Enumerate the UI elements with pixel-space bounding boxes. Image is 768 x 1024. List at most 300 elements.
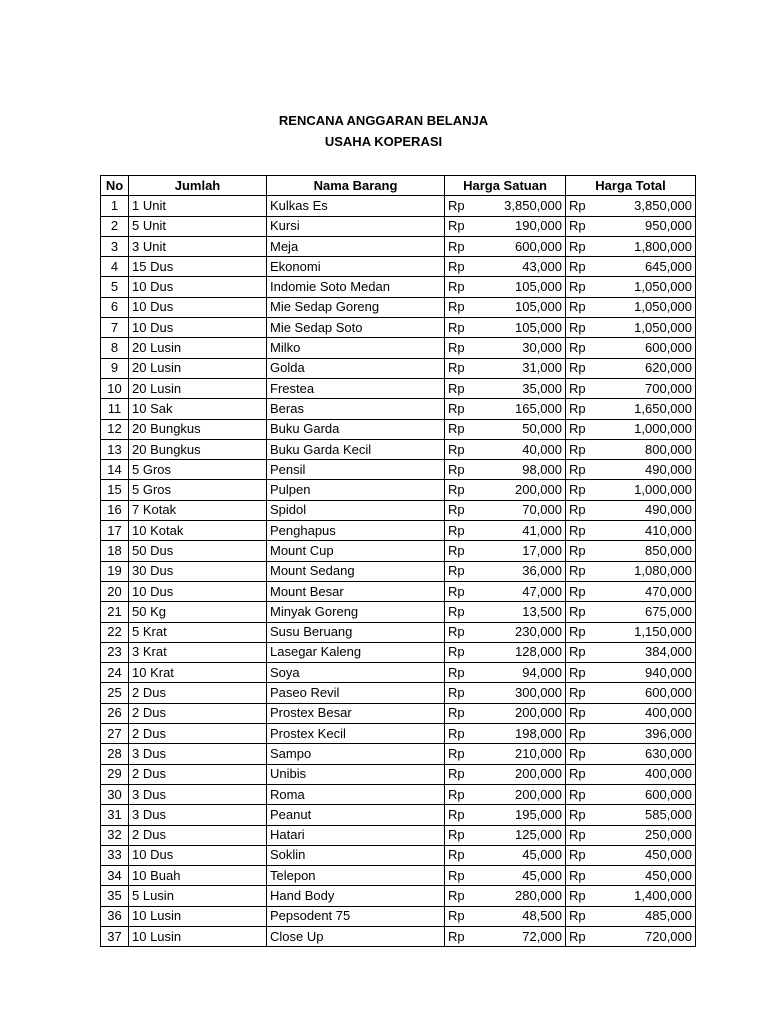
row-unit-price — [445, 541, 566, 561]
currency-label: Rp — [569, 928, 586, 944]
row-number: 22 — [101, 622, 129, 642]
amount-value: 47,000 — [522, 583, 562, 599]
row-quantity: 3 Dus — [129, 784, 267, 804]
amount-value: 850,000 — [645, 542, 692, 558]
row-unit-price — [445, 399, 566, 419]
row-unit-price — [445, 561, 566, 581]
row-number: 30 — [101, 784, 129, 804]
amount-value: 400,000 — [645, 766, 692, 782]
table-row — [101, 439, 696, 459]
row-unit-price — [445, 236, 566, 256]
amount-value: 470,000 — [645, 583, 692, 599]
row-quantity: 15 Dus — [129, 257, 267, 277]
row-quantity: 10 Buah — [129, 866, 267, 886]
row-total-price — [566, 541, 696, 561]
row-total-price — [566, 703, 696, 723]
amount-value: 800,000 — [645, 441, 692, 457]
row-unit-price — [445, 277, 566, 297]
table-row — [101, 886, 696, 906]
row-quantity: 10 Dus — [129, 581, 267, 601]
amount-value: 36,000 — [522, 563, 562, 579]
amount-value: 585,000 — [645, 806, 692, 822]
row-total-price — [566, 277, 696, 297]
amount-value: 105,000 — [515, 299, 562, 315]
row-unit-price — [445, 602, 566, 622]
row-item-name: Soya — [267, 663, 445, 683]
row-number: 1 — [101, 196, 129, 216]
currency-label: Rp — [448, 766, 465, 782]
amount-value: 1,150,000 — [634, 624, 692, 640]
currency-label: Rp — [569, 461, 586, 477]
row-number: 8 — [101, 338, 129, 358]
row-number: 15 — [101, 480, 129, 500]
table-body — [101, 196, 696, 947]
currency-label: Rp — [569, 766, 586, 782]
amount-value: 30,000 — [522, 340, 562, 356]
row-quantity: 20 Lusin — [129, 358, 267, 378]
table-row — [101, 257, 696, 277]
table-row — [101, 845, 696, 865]
header-nama-barang: Nama Barang — [267, 176, 445, 196]
currency-label: Rp — [448, 380, 465, 396]
row-item-name: Penghapus — [267, 521, 445, 541]
amount-value: 720,000 — [645, 928, 692, 944]
row-item-name: Unibis — [267, 764, 445, 784]
row-number: 25 — [101, 683, 129, 703]
row-total-price — [566, 196, 696, 216]
table-row — [101, 216, 696, 236]
row-quantity: 10 Krat — [129, 663, 267, 683]
row-item-name: Mie Sedap Soto — [267, 318, 445, 338]
row-quantity: 20 Bungkus — [129, 439, 267, 459]
row-total-price — [566, 439, 696, 459]
row-item-name: Mount Sedang — [267, 561, 445, 581]
currency-label: Rp — [569, 908, 586, 924]
row-number: 24 — [101, 663, 129, 683]
row-item-name: Susu Beruang — [267, 622, 445, 642]
row-unit-price — [445, 257, 566, 277]
row-total-price — [566, 784, 696, 804]
row-number: 18 — [101, 541, 129, 561]
row-number: 20 — [101, 581, 129, 601]
row-quantity: 5 Gros — [129, 460, 267, 480]
amount-value: 195,000 — [515, 806, 562, 822]
currency-label: Rp — [448, 441, 465, 457]
amount-value: 300,000 — [515, 685, 562, 701]
amount-value: 1,050,000 — [634, 279, 692, 295]
row-number: 14 — [101, 460, 129, 480]
row-quantity: 3 Dus — [129, 744, 267, 764]
row-number: 33 — [101, 845, 129, 865]
currency-label: Rp — [448, 624, 465, 640]
currency-label: Rp — [569, 197, 586, 213]
row-number: 34 — [101, 866, 129, 886]
row-quantity: 5 Unit — [129, 216, 267, 236]
table-row — [101, 419, 696, 439]
row-item-name: Roma — [267, 784, 445, 804]
amount-value: 98,000 — [522, 461, 562, 477]
row-quantity: 3 Unit — [129, 236, 267, 256]
currency-label: Rp — [448, 725, 465, 741]
table-row — [101, 642, 696, 662]
currency-label: Rp — [448, 218, 465, 234]
amount-value: 384,000 — [645, 644, 692, 660]
row-unit-price — [445, 419, 566, 439]
row-item-name: Pensil — [267, 460, 445, 480]
row-quantity: 5 Krat — [129, 622, 267, 642]
amount-value: 1,050,000 — [634, 319, 692, 335]
row-quantity: 10 Sak — [129, 399, 267, 419]
row-quantity: 20 Lusin — [129, 338, 267, 358]
row-item-name: Hatari — [267, 825, 445, 845]
row-total-price — [566, 926, 696, 946]
row-number: 12 — [101, 419, 129, 439]
row-total-price — [566, 724, 696, 744]
table-row — [101, 906, 696, 926]
amount-value: 1,650,000 — [634, 400, 692, 416]
row-number: 5 — [101, 277, 129, 297]
currency-label: Rp — [569, 603, 586, 619]
currency-label: Rp — [569, 806, 586, 822]
amount-value: 3,850,000 — [634, 197, 692, 213]
table-row — [101, 602, 696, 622]
row-quantity: 5 Lusin — [129, 886, 267, 906]
currency-label: Rp — [448, 888, 465, 904]
currency-label: Rp — [448, 928, 465, 944]
amount-value: 45,000 — [522, 867, 562, 883]
table-row — [101, 581, 696, 601]
currency-label: Rp — [569, 827, 586, 843]
row-unit-price — [445, 784, 566, 804]
amount-value: 620,000 — [645, 360, 692, 376]
amount-value: 1,000,000 — [634, 482, 692, 498]
row-total-price — [566, 683, 696, 703]
table-row — [101, 460, 696, 480]
row-unit-price — [445, 460, 566, 480]
row-item-name: Sampo — [267, 744, 445, 764]
row-total-price — [566, 805, 696, 825]
row-total-price — [566, 216, 696, 236]
row-number: 27 — [101, 724, 129, 744]
amount-value: 105,000 — [515, 319, 562, 335]
currency-label: Rp — [448, 258, 465, 274]
row-number: 28 — [101, 744, 129, 764]
currency-label: Rp — [569, 563, 586, 579]
amount-value: 50,000 — [522, 421, 562, 437]
row-quantity: 50 Dus — [129, 541, 267, 561]
row-item-name: Peanut — [267, 805, 445, 825]
amount-value: 490,000 — [645, 461, 692, 477]
row-number: 19 — [101, 561, 129, 581]
currency-label: Rp — [448, 786, 465, 802]
row-quantity: 2 Dus — [129, 683, 267, 703]
row-unit-price — [445, 297, 566, 317]
budget-table — [100, 175, 696, 947]
row-unit-price — [445, 845, 566, 865]
currency-label: Rp — [569, 299, 586, 315]
amount-value: 1,050,000 — [634, 299, 692, 315]
row-item-name: Pepsodent 75 — [267, 906, 445, 926]
row-total-price — [566, 825, 696, 845]
amount-value: 280,000 — [515, 888, 562, 904]
row-unit-price — [445, 439, 566, 459]
amount-value: 200,000 — [515, 766, 562, 782]
row-quantity: 2 Dus — [129, 825, 267, 845]
currency-label: Rp — [569, 482, 586, 498]
amount-value: 600,000 — [515, 238, 562, 254]
table-row — [101, 805, 696, 825]
row-total-price — [566, 318, 696, 338]
row-unit-price — [445, 378, 566, 398]
row-total-price — [566, 602, 696, 622]
currency-label: Rp — [448, 908, 465, 924]
header-no: No — [101, 176, 129, 196]
row-total-price — [566, 642, 696, 662]
row-number: 9 — [101, 358, 129, 378]
table-row — [101, 521, 696, 541]
amount-value: 400,000 — [645, 705, 692, 721]
row-number: 21 — [101, 602, 129, 622]
amount-value: 72,000 — [522, 928, 562, 944]
table-row — [101, 500, 696, 520]
amount-value: 105,000 — [515, 279, 562, 295]
row-number: 35 — [101, 886, 129, 906]
title-line-2: USAHA KOPERASI — [324, 134, 443, 149]
amount-value: 200,000 — [515, 786, 562, 802]
currency-label: Rp — [448, 644, 465, 660]
row-item-name: Milko — [267, 338, 445, 358]
row-item-name: Lasegar Kaleng — [267, 642, 445, 662]
row-item-name: Prostex Kecil — [267, 724, 445, 744]
row-quantity: 10 Lusin — [129, 926, 267, 946]
currency-label: Rp — [448, 421, 465, 437]
amount-value: 17,000 — [522, 542, 562, 558]
row-item-name: Spidol — [267, 500, 445, 520]
row-number: 23 — [101, 642, 129, 662]
currency-label: Rp — [448, 827, 465, 843]
row-item-name: Paseo Revil — [267, 683, 445, 703]
currency-label: Rp — [569, 624, 586, 640]
row-item-name: Buku Garda — [267, 419, 445, 439]
title-line-1: RENCANA ANGGARAN BELANJA — [278, 113, 489, 128]
table-row — [101, 399, 696, 419]
amount-value: 450,000 — [645, 867, 692, 883]
amount-value: 200,000 — [515, 705, 562, 721]
amount-value: 210,000 — [515, 745, 562, 761]
row-number: 11 — [101, 399, 129, 419]
amount-value: 31,000 — [522, 360, 562, 376]
table-row — [101, 196, 696, 216]
amount-value: 600,000 — [645, 786, 692, 802]
amount-value: 940,000 — [645, 664, 692, 680]
document-title — [100, 110, 667, 152]
row-item-name: Pulpen — [267, 480, 445, 500]
row-quantity: 2 Dus — [129, 703, 267, 723]
row-item-name: Beras — [267, 399, 445, 419]
currency-label: Rp — [569, 725, 586, 741]
row-item-name: Prostex Besar — [267, 703, 445, 723]
amount-value: 950,000 — [645, 218, 692, 234]
row-total-price — [566, 663, 696, 683]
currency-label: Rp — [448, 279, 465, 295]
row-quantity: 3 Krat — [129, 642, 267, 662]
row-unit-price — [445, 663, 566, 683]
amount-value: 675,000 — [645, 603, 692, 619]
amount-value: 490,000 — [645, 502, 692, 518]
row-total-price — [566, 480, 696, 500]
amount-value: 1,000,000 — [634, 421, 692, 437]
table-row — [101, 480, 696, 500]
currency-label: Rp — [569, 340, 586, 356]
row-quantity: 5 Gros — [129, 480, 267, 500]
amount-value: 200,000 — [515, 482, 562, 498]
row-total-price — [566, 764, 696, 784]
row-number: 26 — [101, 703, 129, 723]
row-item-name: Telepon — [267, 866, 445, 886]
row-total-price — [566, 338, 696, 358]
row-total-price — [566, 622, 696, 642]
currency-label: Rp — [448, 197, 465, 213]
row-unit-price — [445, 581, 566, 601]
currency-label: Rp — [569, 258, 586, 274]
row-item-name: Ekonomi — [267, 257, 445, 277]
row-item-name: Hand Body — [267, 886, 445, 906]
row-unit-price — [445, 906, 566, 926]
row-number: 13 — [101, 439, 129, 459]
row-item-name: Close Up — [267, 926, 445, 946]
currency-label: Rp — [569, 745, 586, 761]
row-unit-price — [445, 683, 566, 703]
table-header-row — [101, 176, 696, 196]
table-row — [101, 663, 696, 683]
row-unit-price — [445, 622, 566, 642]
currency-label: Rp — [569, 380, 586, 396]
table-row — [101, 277, 696, 297]
table-row — [101, 724, 696, 744]
table-row — [101, 378, 696, 398]
row-total-price — [566, 845, 696, 865]
row-total-price — [566, 460, 696, 480]
row-number: 10 — [101, 378, 129, 398]
row-quantity: 2 Dus — [129, 724, 267, 744]
row-item-name: Indomie Soto Medan — [267, 277, 445, 297]
row-unit-price — [445, 358, 566, 378]
currency-label: Rp — [569, 319, 586, 335]
amount-value: 600,000 — [645, 685, 692, 701]
row-total-price — [566, 906, 696, 926]
currency-label: Rp — [448, 461, 465, 477]
row-item-name: Mount Cup — [267, 541, 445, 561]
row-total-price — [566, 866, 696, 886]
row-total-price — [566, 561, 696, 581]
currency-label: Rp — [448, 360, 465, 376]
row-total-price — [566, 521, 696, 541]
currency-label: Rp — [569, 441, 586, 457]
row-number: 7 — [101, 318, 129, 338]
amount-value: 45,000 — [522, 847, 562, 863]
row-quantity: 10 Lusin — [129, 906, 267, 926]
row-unit-price — [445, 866, 566, 886]
currency-label: Rp — [569, 644, 586, 660]
amount-value: 198,000 — [515, 725, 562, 741]
row-unit-price — [445, 926, 566, 946]
row-number: 37 — [101, 926, 129, 946]
header-harga-satuan: Harga Satuan — [445, 176, 566, 196]
row-item-name: Kursi — [267, 216, 445, 236]
amount-value: 125,000 — [515, 827, 562, 843]
amount-value: 94,000 — [522, 664, 562, 680]
row-total-price — [566, 297, 696, 317]
currency-label: Rp — [448, 847, 465, 863]
currency-label: Rp — [448, 867, 465, 883]
currency-label: Rp — [569, 786, 586, 802]
row-number: 6 — [101, 297, 129, 317]
row-total-price — [566, 419, 696, 439]
row-unit-price — [445, 196, 566, 216]
currency-label: Rp — [569, 218, 586, 234]
header-jumlah: Jumlah — [129, 176, 267, 196]
table-row — [101, 358, 696, 378]
currency-label: Rp — [569, 847, 586, 863]
amount-value: 128,000 — [515, 644, 562, 660]
currency-label: Rp — [569, 542, 586, 558]
currency-label: Rp — [448, 563, 465, 579]
row-quantity: 10 Kotak — [129, 521, 267, 541]
currency-label: Rp — [569, 522, 586, 538]
row-unit-price — [445, 480, 566, 500]
row-item-name: Mie Sedap Goreng — [267, 297, 445, 317]
row-quantity: 3 Dus — [129, 805, 267, 825]
row-total-price — [566, 500, 696, 520]
currency-label: Rp — [569, 664, 586, 680]
row-total-price — [566, 744, 696, 764]
table-row — [101, 318, 696, 338]
row-number: 32 — [101, 825, 129, 845]
row-item-name: Minyak Goreng — [267, 602, 445, 622]
row-item-name: Frestea — [267, 378, 445, 398]
row-total-price — [566, 257, 696, 277]
row-unit-price — [445, 642, 566, 662]
currency-label: Rp — [448, 319, 465, 335]
row-unit-price — [445, 744, 566, 764]
amount-value: 1,400,000 — [634, 888, 692, 904]
currency-label: Rp — [569, 360, 586, 376]
row-quantity: 30 Dus — [129, 561, 267, 581]
currency-label: Rp — [448, 340, 465, 356]
table-row — [101, 926, 696, 946]
row-number: 17 — [101, 521, 129, 541]
row-unit-price — [445, 500, 566, 520]
row-item-name: Buku Garda Kecil — [267, 439, 445, 459]
amount-value: 43,000 — [522, 258, 562, 274]
amount-value: 600,000 — [645, 340, 692, 356]
currency-label: Rp — [569, 583, 586, 599]
row-total-price — [566, 399, 696, 419]
row-item-name: Mount Besar — [267, 581, 445, 601]
currency-label: Rp — [448, 502, 465, 518]
row-unit-price — [445, 805, 566, 825]
row-quantity: 20 Bungkus — [129, 419, 267, 439]
amount-value: 485,000 — [645, 908, 692, 924]
row-item-name: Kulkas Es — [267, 196, 445, 216]
currency-label: Rp — [569, 238, 586, 254]
currency-label: Rp — [569, 502, 586, 518]
currency-label: Rp — [448, 238, 465, 254]
row-item-name: Soklin — [267, 845, 445, 865]
currency-label: Rp — [569, 867, 586, 883]
row-quantity: 50 Kg — [129, 602, 267, 622]
amount-value: 645,000 — [645, 258, 692, 274]
